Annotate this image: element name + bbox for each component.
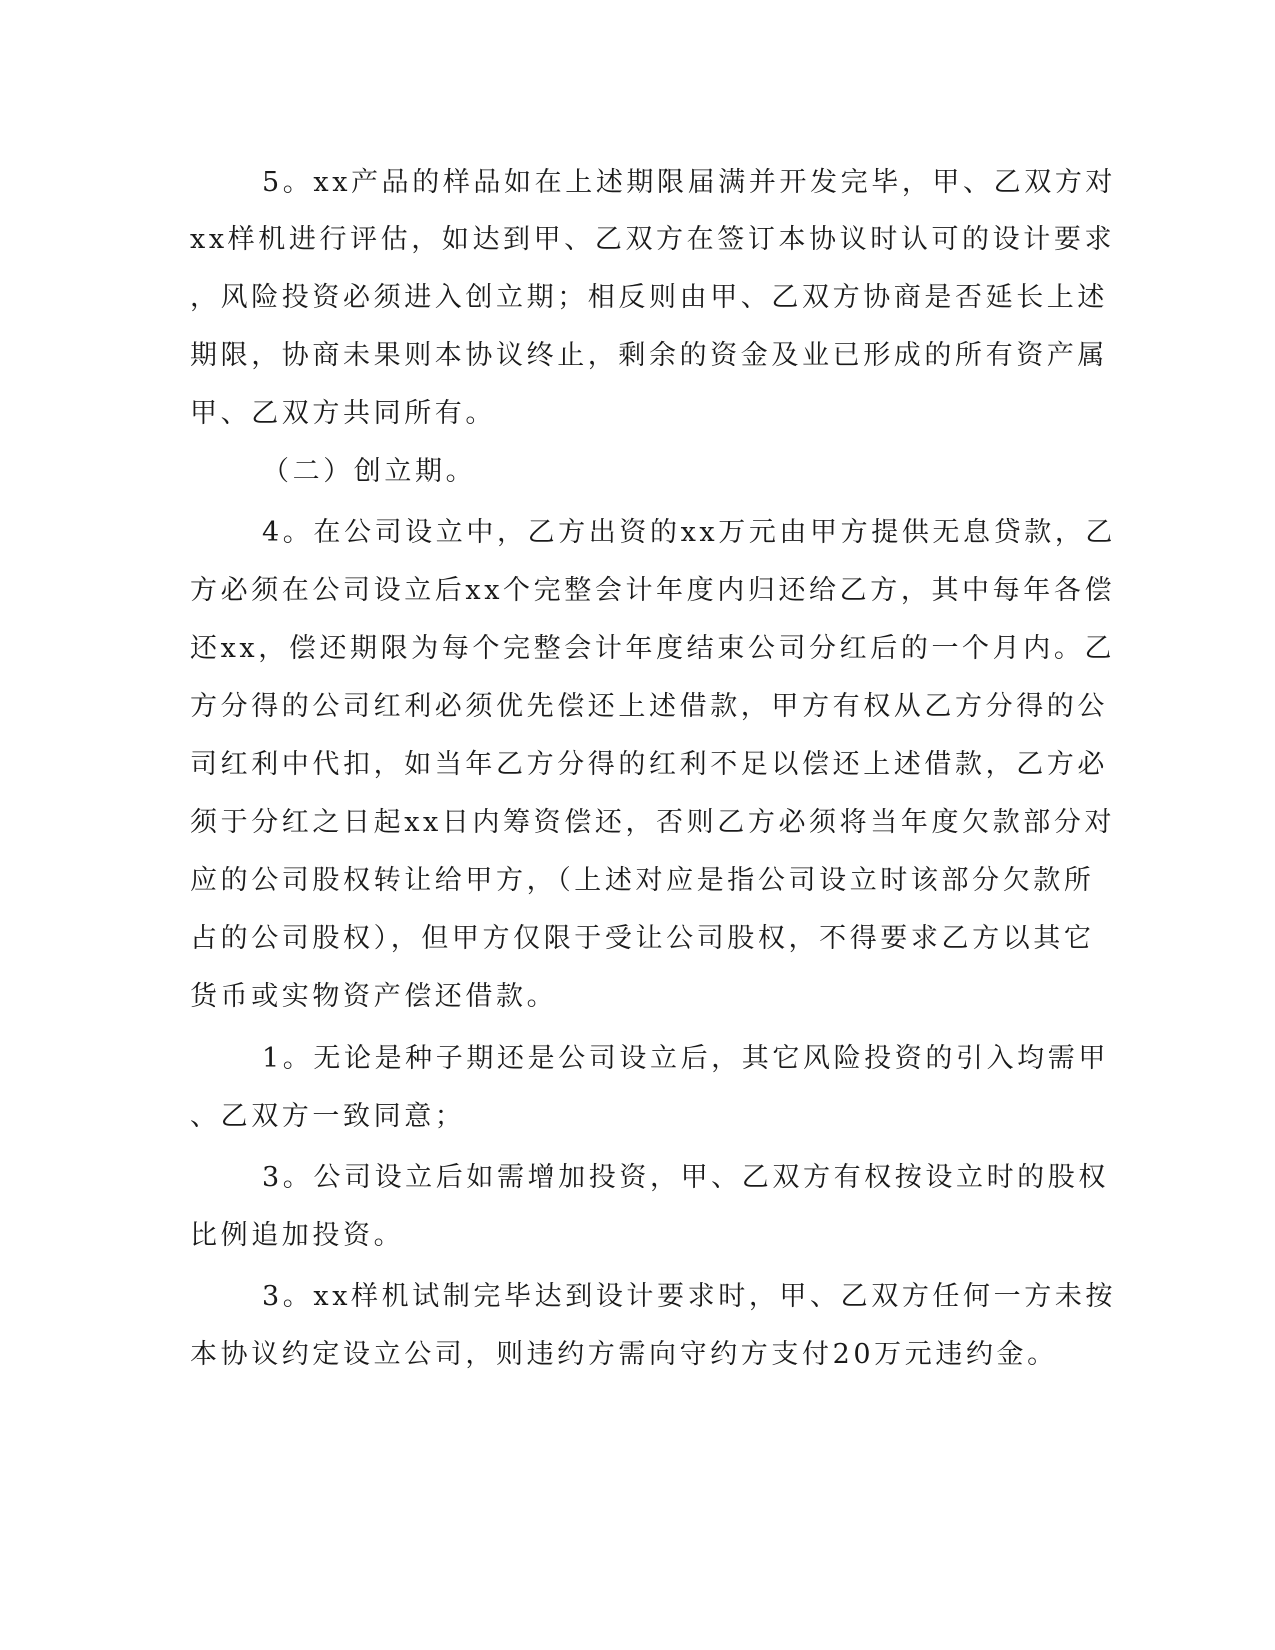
paragraph-4-line-9: 货币或实物资产偿还借款。 [190, 981, 558, 1012]
paragraph-4-line-8: 占的公司股权），但甲方仅限于受让公司股权，不得要求乙方以其它 [190, 923, 1095, 954]
paragraph-3b-line-2: 本协议约定设立公司，则违约方需向守约方支付20万元违约金。 [190, 1339, 1058, 1370]
paragraph-5-line-4: 期限，协商未果则本协议终止，剩余的资金及业已形成的所有资产属 [190, 340, 1108, 371]
paragraph-5-line-2: xx样机进行评估，如达到甲、乙双方在签订本协议时认可的设计要求 [190, 224, 1116, 255]
paragraph-5-line-1: 5。xx产品的样品如在上述期限届满并开发完毕，甲、乙双方对 [262, 167, 1117, 198]
paragraph-3a-line-2: 比例追加投资。 [190, 1220, 405, 1251]
paragraph-3a-line-1: 3。公司设立后如需增加投资，甲、乙双方有权按设立时的股权 [262, 1162, 1109, 1193]
paragraph-5-line-5: 甲、乙双方共同所有。 [190, 398, 496, 429]
paragraph-4-line-7: 应的公司股权转让给甲方，（上述对应是指公司设立时该部分欠款所 [190, 865, 1095, 896]
paragraph-4-line-6: 须于分红之日起xx日内筹资偿还，否则乙方必须将当年度欠款部分对 [190, 807, 1116, 838]
paragraph-4-line-5: 司红利中代扣，如当年乙方分得的红利不足以偿还上述借款，乙方必 [190, 749, 1108, 780]
paragraph-5-line-3: ，风险投资必须进入创立期；相反则由甲、乙双方协商是否延长上述 [190, 282, 1108, 313]
paragraph-1-line-2: 、乙双方一致同意； [190, 1101, 466, 1132]
paragraph-1-line-1: 1。无论是种子期还是公司设立后，其它风险投资的引入均需甲 [262, 1043, 1109, 1074]
section-heading-founding-period: （二）创立期。 [262, 456, 477, 487]
paragraph-4-line-1: 4。在公司设立中，乙方出资的xx万元由甲方提供无息贷款，乙 [262, 517, 1117, 548]
paragraph-4-line-2: 方必须在公司设立后xx个完整会计年度内归还给乙方，其中每年各偿 [190, 575, 1116, 606]
paragraph-4-line-4: 方分得的公司红利必须优先偿还上述借款，甲方有权从乙方分得的公 [190, 691, 1108, 722]
paragraph-4-line-3: 还xx，偿还期限为每个完整会计年度结束公司分红后的一个月内。乙 [190, 633, 1116, 664]
paragraph-3b-line-1: 3。xx样机试制完毕达到设计要求时，甲、乙双方任何一方未按 [262, 1281, 1117, 1312]
